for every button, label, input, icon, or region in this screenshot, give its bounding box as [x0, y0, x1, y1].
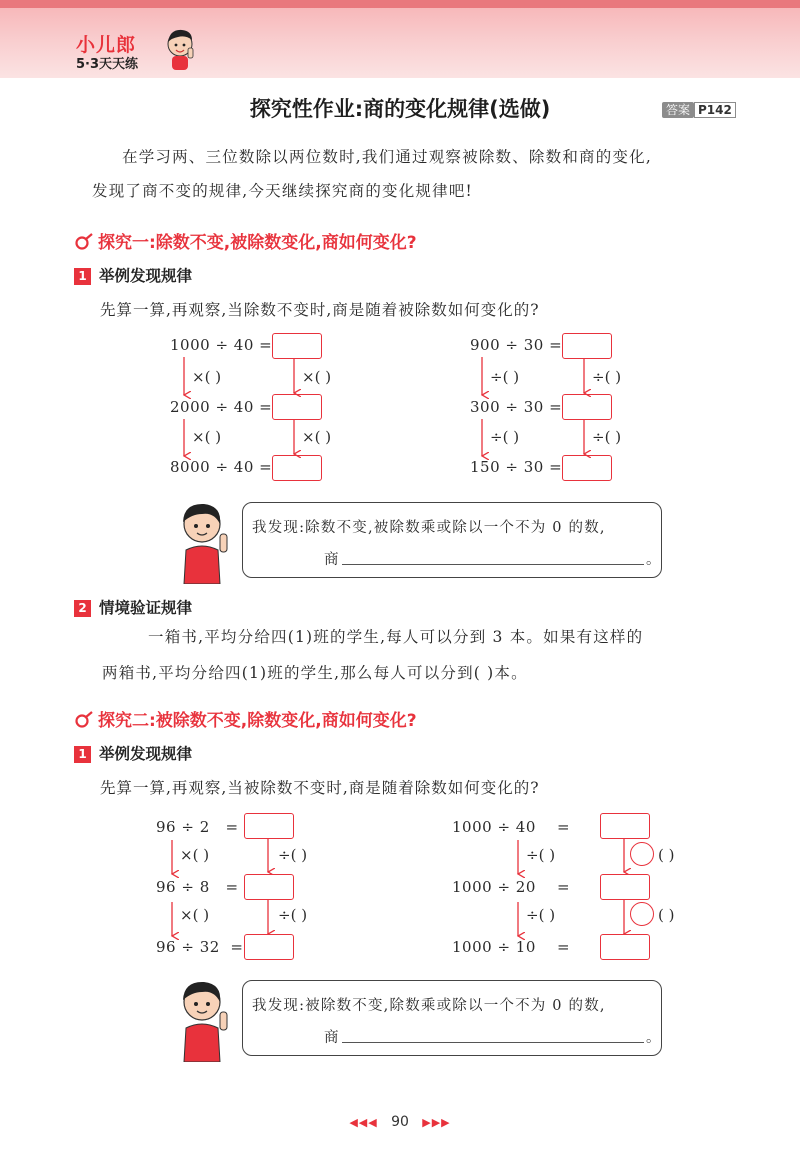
equation-right-2: 1000 ÷ 20 = — [452, 878, 571, 896]
arrows-left-icon: ◀◀◀ — [349, 1116, 378, 1129]
equation-left-1: 1000 ÷ 40 = — [170, 336, 273, 354]
explore1-part2-heading — [74, 596, 192, 618]
answer-box[interactable] — [244, 934, 294, 960]
equation-left-1: 96 ÷ 2 = — [156, 818, 239, 836]
brand-series: 5·3天天练 — [76, 57, 139, 72]
finding-label-1: 商 — [324, 552, 340, 568]
answer-box[interactable] — [600, 874, 650, 900]
operator-blank[interactable]: ×( ) — [180, 846, 210, 864]
equation-left-3: 96 ÷ 32 = — [156, 938, 244, 956]
equation-right-1: 1000 ÷ 40 = — [452, 818, 571, 836]
operator-blank[interactable]: ×( ) — [302, 368, 332, 386]
equation-left-3: 8000 ÷ 40 = — [170, 458, 273, 476]
page-number: 90 — [391, 1114, 409, 1130]
operator-blank[interactable]: ÷( ) — [278, 906, 308, 924]
operator-blank[interactable]: ×( ) — [180, 906, 210, 924]
answer-box[interactable] — [244, 874, 294, 900]
part-number-badge: 1 — [74, 268, 91, 285]
equation-left-2: 96 ÷ 8 = — [156, 878, 239, 896]
operator-circle[interactable] — [630, 902, 654, 926]
explore1-title: 探究一:除数不变,被除数变化,商如何变化? — [98, 233, 417, 253]
boy-illustration-icon — [174, 498, 236, 584]
brand-name: 小儿郎 — [76, 34, 137, 56]
explore2-part1-heading — [74, 742, 192, 764]
arrows-right-icon: ▶▶▶ — [422, 1116, 451, 1129]
scenario-line-2: 两箱书,平均分给四(1)班的学生,那么每人可以分到( )本。 — [102, 664, 528, 682]
operator-blank[interactable]: ÷( ) — [592, 428, 622, 446]
scenario-line-1: 一箱书,平均分给四(1)班的学生,每人可以分到 3 本。如果有这样的 — [148, 628, 644, 646]
operator-blank[interactable]: ÷( ) — [526, 846, 556, 864]
part-number-badge: 1 — [74, 746, 91, 763]
operator-blank[interactable]: ×( ) — [192, 428, 222, 446]
finding-answer-line[interactable] — [342, 1041, 644, 1043]
finding-period-2: 。 — [646, 1030, 662, 1046]
part-title: 情境验证规律 — [99, 599, 193, 617]
equation-right-1: 900 ÷ 30 = — [470, 336, 563, 354]
answer-box[interactable] — [244, 813, 294, 839]
operator-blank[interactable]: ÷( ) — [490, 368, 520, 386]
magnifier-icon — [74, 711, 94, 729]
operator-blank[interactable]: ×( ) — [302, 428, 332, 446]
finding-text-1: 我发现:除数不变,被除数乘或除以一个不为 0 的数, — [252, 520, 606, 536]
answer-label: 答案 — [662, 102, 694, 118]
finding-text-2: 我发现:被除数不变,除数乘或除以一个不为 0 的数, — [252, 998, 606, 1014]
explore2-title: 探究二:被除数不变,除数变化,商如何变化? — [98, 711, 417, 731]
operator-blank[interactable]: ÷( ) — [526, 906, 556, 924]
explore2-heading — [74, 706, 417, 731]
intro-line-1: 在学习两、三位数除以两位数时,我们通过观察被除数、除数和商的变化, — [122, 148, 652, 166]
equation-right-2: 300 ÷ 30 = — [470, 398, 563, 416]
operator-circle[interactable] — [630, 842, 654, 866]
operator-blank[interactable]: ÷( ) — [592, 368, 622, 386]
operator-blank[interactable]: ( ) — [658, 906, 675, 924]
boy-illustration-icon — [174, 976, 236, 1062]
finding-answer-line[interactable] — [342, 563, 644, 565]
operator-blank[interactable]: ( ) — [658, 846, 675, 864]
finding-bubble-2 — [242, 980, 662, 1056]
page-title: 探究性作业:商的变化规律(选做) — [249, 97, 551, 121]
operator-blank[interactable]: ÷( ) — [278, 846, 308, 864]
part-title: 举例发现规律 — [99, 267, 193, 285]
explore2-question: 先算一算,再观察,当被除数不变时,商是随着除数如何变化的? — [100, 779, 540, 797]
finding-period-1: 。 — [646, 552, 662, 568]
answer-box[interactable] — [600, 934, 650, 960]
finding-bubble-1 — [242, 502, 662, 578]
operator-blank[interactable]: ×( ) — [192, 368, 222, 386]
finding-label-2: 商 — [324, 1030, 340, 1046]
page-footer — [0, 1114, 800, 1130]
part-number-badge: 2 — [74, 600, 91, 617]
explore1-question: 先算一算,再观察,当除数不变时,商是随着被除数如何变化的? — [100, 301, 540, 319]
equation-right-3: 150 ÷ 30 = — [470, 458, 563, 476]
part-title: 举例发现规律 — [99, 745, 193, 763]
answer-box[interactable] — [600, 813, 650, 839]
intro-line-2: 发现了商不变的规律,今天继续探究商的变化规律吧! — [92, 182, 473, 200]
equation-left-2: 2000 ÷ 40 = — [170, 398, 273, 416]
answer-page: P142 — [694, 102, 736, 118]
operator-blank[interactable]: ÷( ) — [490, 428, 520, 446]
equation-right-3: 1000 ÷ 10 = — [452, 938, 571, 956]
